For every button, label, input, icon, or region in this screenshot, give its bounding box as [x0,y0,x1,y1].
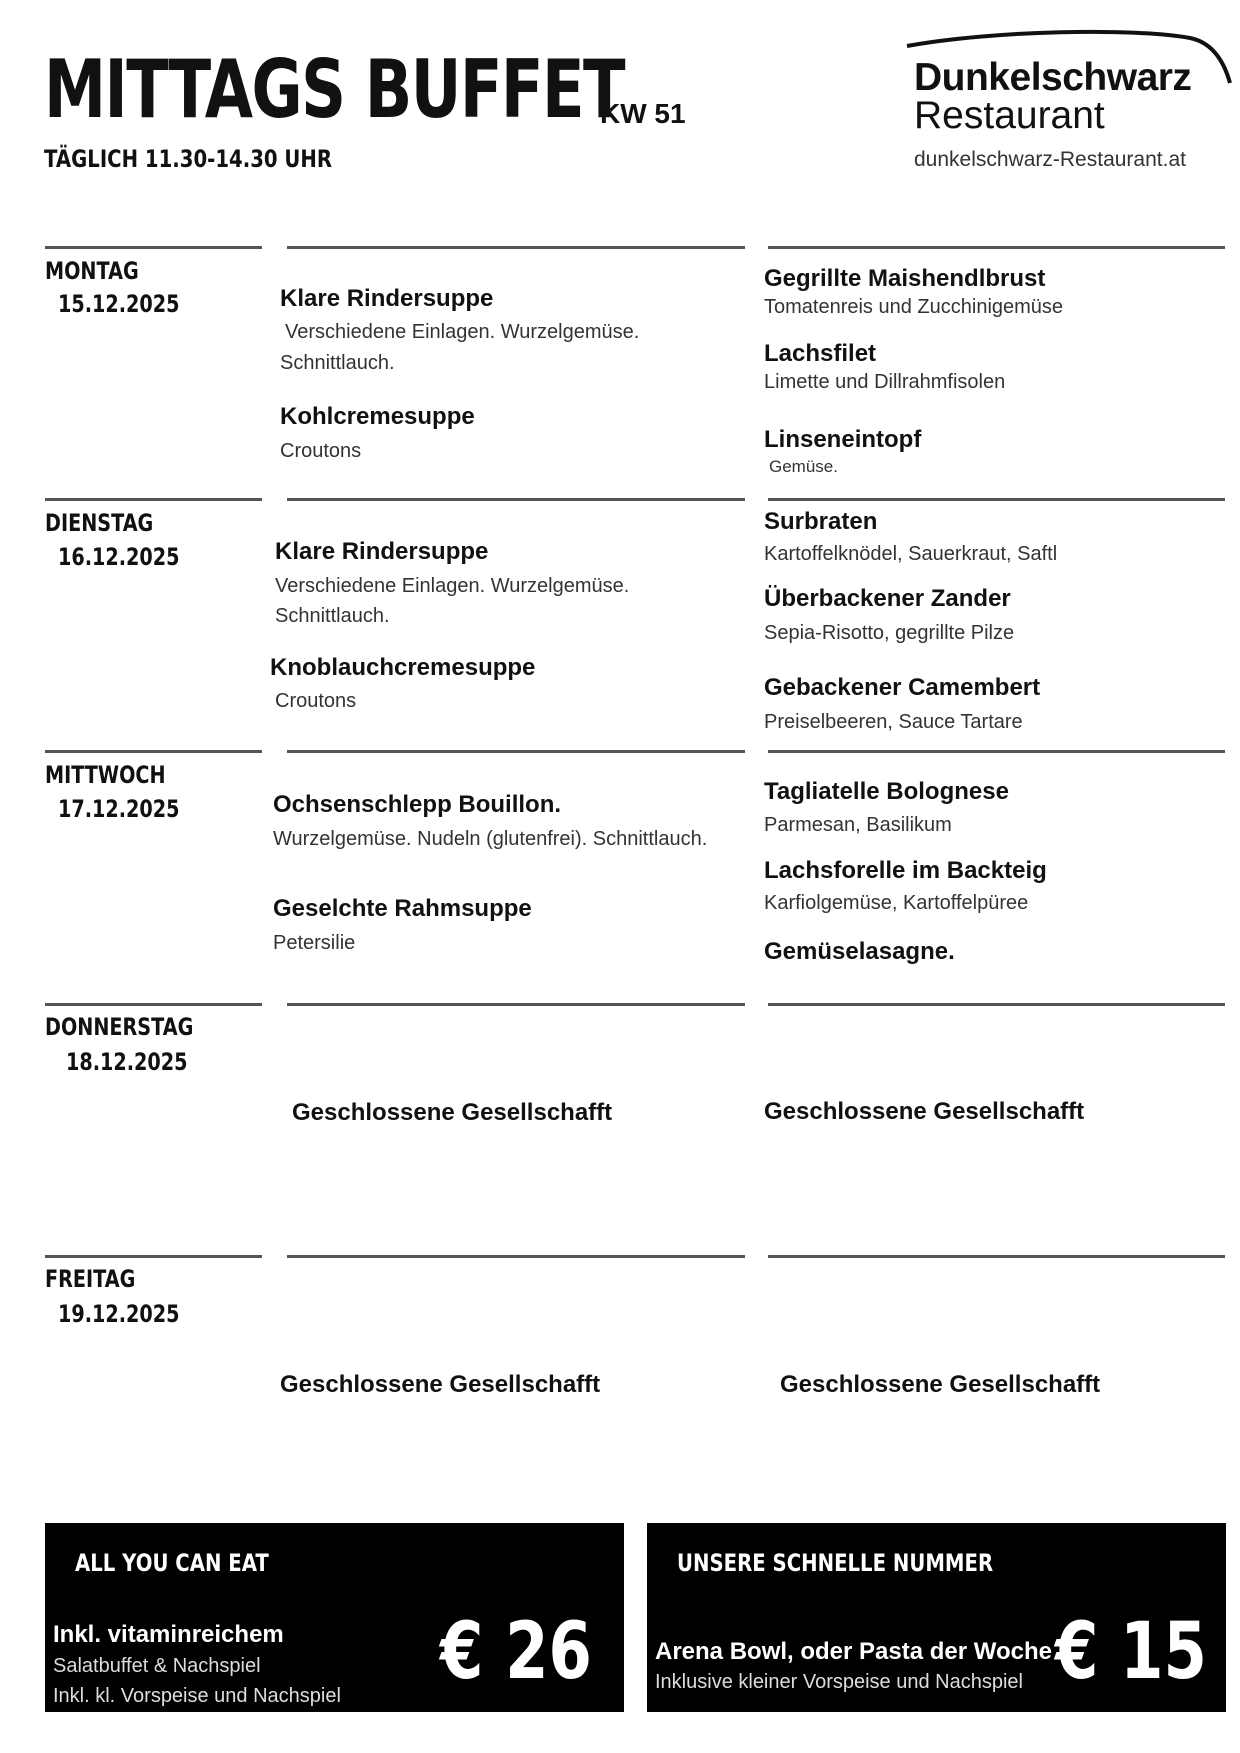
day-label: MITTWOCH [45,761,166,789]
divider [768,750,1225,753]
main-name: Lachsforelle im Backteig [764,857,1047,884]
divider [45,1003,262,1006]
divider [45,246,262,249]
page-title: MITTAGS BUFFET [44,43,625,136]
offer-heading: UNSERE SCHNELLE NUMMER [677,1549,994,1577]
main-desc: Parmesan, Basilikum [764,814,952,836]
divider [287,1255,745,1258]
offer-heading: ALL YOU CAN EAT [75,1549,269,1577]
day-date: 17.12.2025 [58,795,180,823]
main-name: Surbraten [764,508,878,535]
day-label: FREITAG [45,1265,136,1293]
soup-name: Klare Rindersuppe [280,285,494,312]
main-desc: Tomatenreis und Zucchinigemüse [764,296,1064,318]
divider [768,1003,1225,1006]
offer-price: € 15 [1055,1607,1207,1697]
closed-notice: Geschlossene Gesellschafft [292,1099,613,1126]
offer-main: Arena Bowl, oder Pasta der Woche [655,1638,1052,1665]
soup-desc: Schnittlauch. [280,352,395,374]
main-name: Lachsfilet [764,340,877,367]
day-date: 19.12.2025 [58,1300,180,1328]
offer-main: Inkl. vitaminreichem [53,1621,284,1648]
logo-url: dunkelschwarz-Restaurant.at [914,148,1186,171]
soup-name: Kohlcremesuppe [280,403,475,430]
soup-name: Geselchte Rahmsuppe [273,895,532,922]
divider [768,498,1225,501]
day-date: 15.12.2025 [58,290,180,318]
main-desc: Sepia-Risotto, gegrillte Pilze [764,622,1015,644]
offer-price: € 26 [440,1607,592,1697]
soup-desc: Croutons [275,690,357,712]
closed-notice: Geschlossene Gesellschafft [280,1371,601,1398]
divider [768,246,1225,249]
divider [287,750,745,753]
divider [45,750,262,753]
day-label: DONNERSTAG [45,1013,194,1041]
main-desc: Karfiolgemüse, Kartoffelpüree [764,892,1029,914]
soup-desc: Wurzelgemüse. Nudeln (glutenfrei). Schnittlauch. [273,828,708,850]
main-desc: Preiselbeeren, Sauce Tartare [764,711,1023,733]
offer-box-all-you-can-eat [45,1523,624,1712]
soup-desc: Petersilie [273,932,356,954]
soup-desc: Verschiedene Einlagen. Wurzelgemüse. [275,575,630,597]
offer-line: Inklusive kleiner Vorspeise und Nachspiel [655,1671,1023,1693]
divider [287,246,745,249]
soup-name: Klare Rindersuppe [275,538,489,565]
divider [287,498,745,501]
opening-hours: TÄGLICH 11.30-14.30 UHR [44,145,333,173]
soup-desc: Schnittlauch. [275,605,390,627]
main-name: Gemüselasagne. [764,938,955,965]
offer-box-schnelle-nummer [647,1523,1226,1712]
soup-desc: Verschiedene Einlagen. Wurzelgemüse. [285,321,640,343]
soup-name: Ochsenschlepp Bouillon. [273,791,562,818]
week-label: KW 51 [600,98,686,129]
offer-line: Salatbuffet & Nachspiel [53,1655,261,1677]
day-label: MONTAG [45,257,139,285]
soup-name: Knoblauchcremesuppe [270,654,536,681]
main-name: Gebackener Camembert [764,674,1041,701]
divider [287,1003,745,1006]
closed-notice: Geschlossene Gesellschafft [780,1371,1101,1398]
main-name: Linseneintopf [764,426,922,453]
closed-notice: Geschlossene Gesellschafft [764,1098,1085,1125]
divider [45,1255,262,1258]
day-date: 16.12.2025 [58,543,180,571]
divider [768,1255,1225,1258]
main-name: Tagliatelle Bolognese [764,778,1009,805]
main-desc: Gemüse. [769,457,838,476]
day-date: 18.12.2025 [66,1048,188,1076]
main-name: Gegrillte Maishendlbrust [764,265,1046,292]
day-label: DIENSTAG [45,509,154,537]
main-desc: Kartoffelknödel, Sauerkraut, Saftl [764,543,1058,565]
logo-subtitle: Restaurant [914,94,1105,137]
divider [45,498,262,501]
logo-name: Dunkelschwarz [914,56,1192,99]
soup-desc: Croutons [280,440,362,462]
main-name: Überbackener Zander [764,585,1011,612]
offer-line: Inkl. kl. Vorspeise und Nachspiel [53,1685,341,1707]
main-desc: Limette und Dillrahmfisolen [764,371,1006,393]
